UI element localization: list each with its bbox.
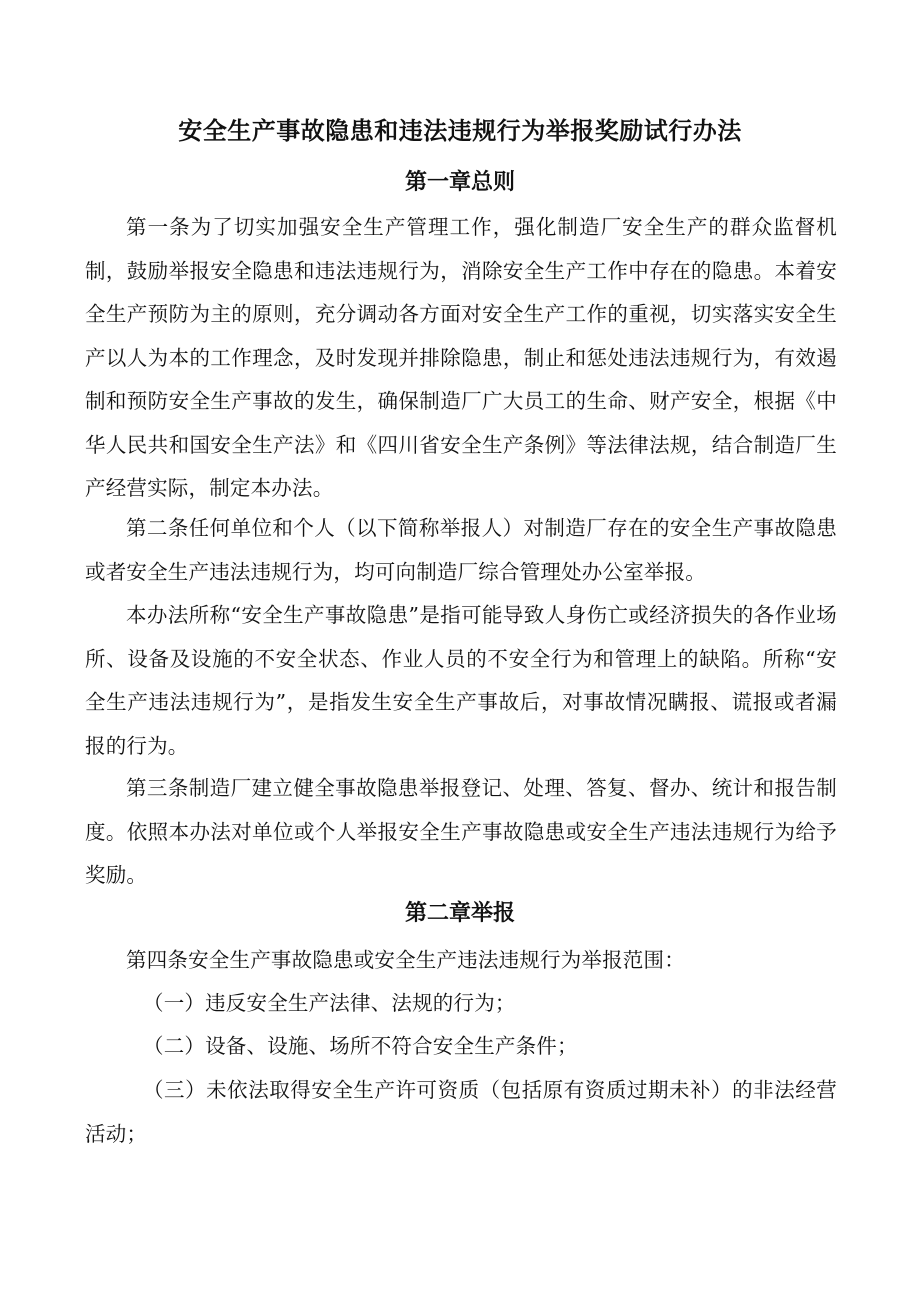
list-item-3: （三）未依法取得安全生产许可资质（包括原有资质过期未补）的非法经营活动； <box>85 1078 837 1146</box>
article-1-paragraph: 第一条为了切实加强安全生产管理工作，强化制造厂安全生产的群众监督机制，鼓励举报安全隐患和违法违规行为，消除安全生产工作中存在的隐患。本着安全生产预防为主的原则，充分调动各方面对安全生产工作的重视，切实落实安全生产以人为本的工作理念，及时发现并排除隐患，制止和惩处违法违规行为，有效遏制和预防安全生产事故的发生，确保制造厂广大员工的生命、财产安全，根据《中华人民共和国安全生产法》和《四川省安全生产条例》等法律法规，结合制造厂生产经营实际，制定本办法。 <box>85 215 837 500</box>
article-2-paragraph: 第二条任何单位和个人（以下简称举报人）对制造厂存在的安全生产事故隐患或者安全生产违法违规行为，均可向制造厂综合管理处办公室举报。 <box>85 516 837 584</box>
article-4-paragraph: 第四条安全生产事故隐患或安全生产违法违规行为举报范围： <box>126 948 685 972</box>
list-item-1: （一）违反安全生产法律、法规的行为； <box>143 991 516 1015</box>
chapter-2-heading: 第二章举报 <box>404 901 515 926</box>
document-title: 安全生产事故隐患和违法违规行为举报奖励试行办法 <box>178 117 742 145</box>
list-item-2: （二）设备、设施、场所不符合安全生产条件； <box>143 1034 578 1058</box>
article-3-paragraph: 第三条制造厂建立健全事故隐患举报登记、处理、答复、督办、统计和报告制度。依照本办法对单位或个人举报安全生产事故隐患或安全生产违法违规行为给予奖励。 <box>85 776 837 887</box>
definition-paragraph: 本办法所称“安全生产事故隐患”是指可能导致人身伤亡或经济损失的各作业场所、设备及设施的不安全状态、作业人员的不安全行为和管理上的缺陷。所称“安全生产违法违规行为”，是指发生安全生产事故后，对事故情况瞒报、谎报或者漏报的行为。 <box>85 603 837 758</box>
chapter-1-heading: 第一章总则 <box>404 170 515 195</box>
